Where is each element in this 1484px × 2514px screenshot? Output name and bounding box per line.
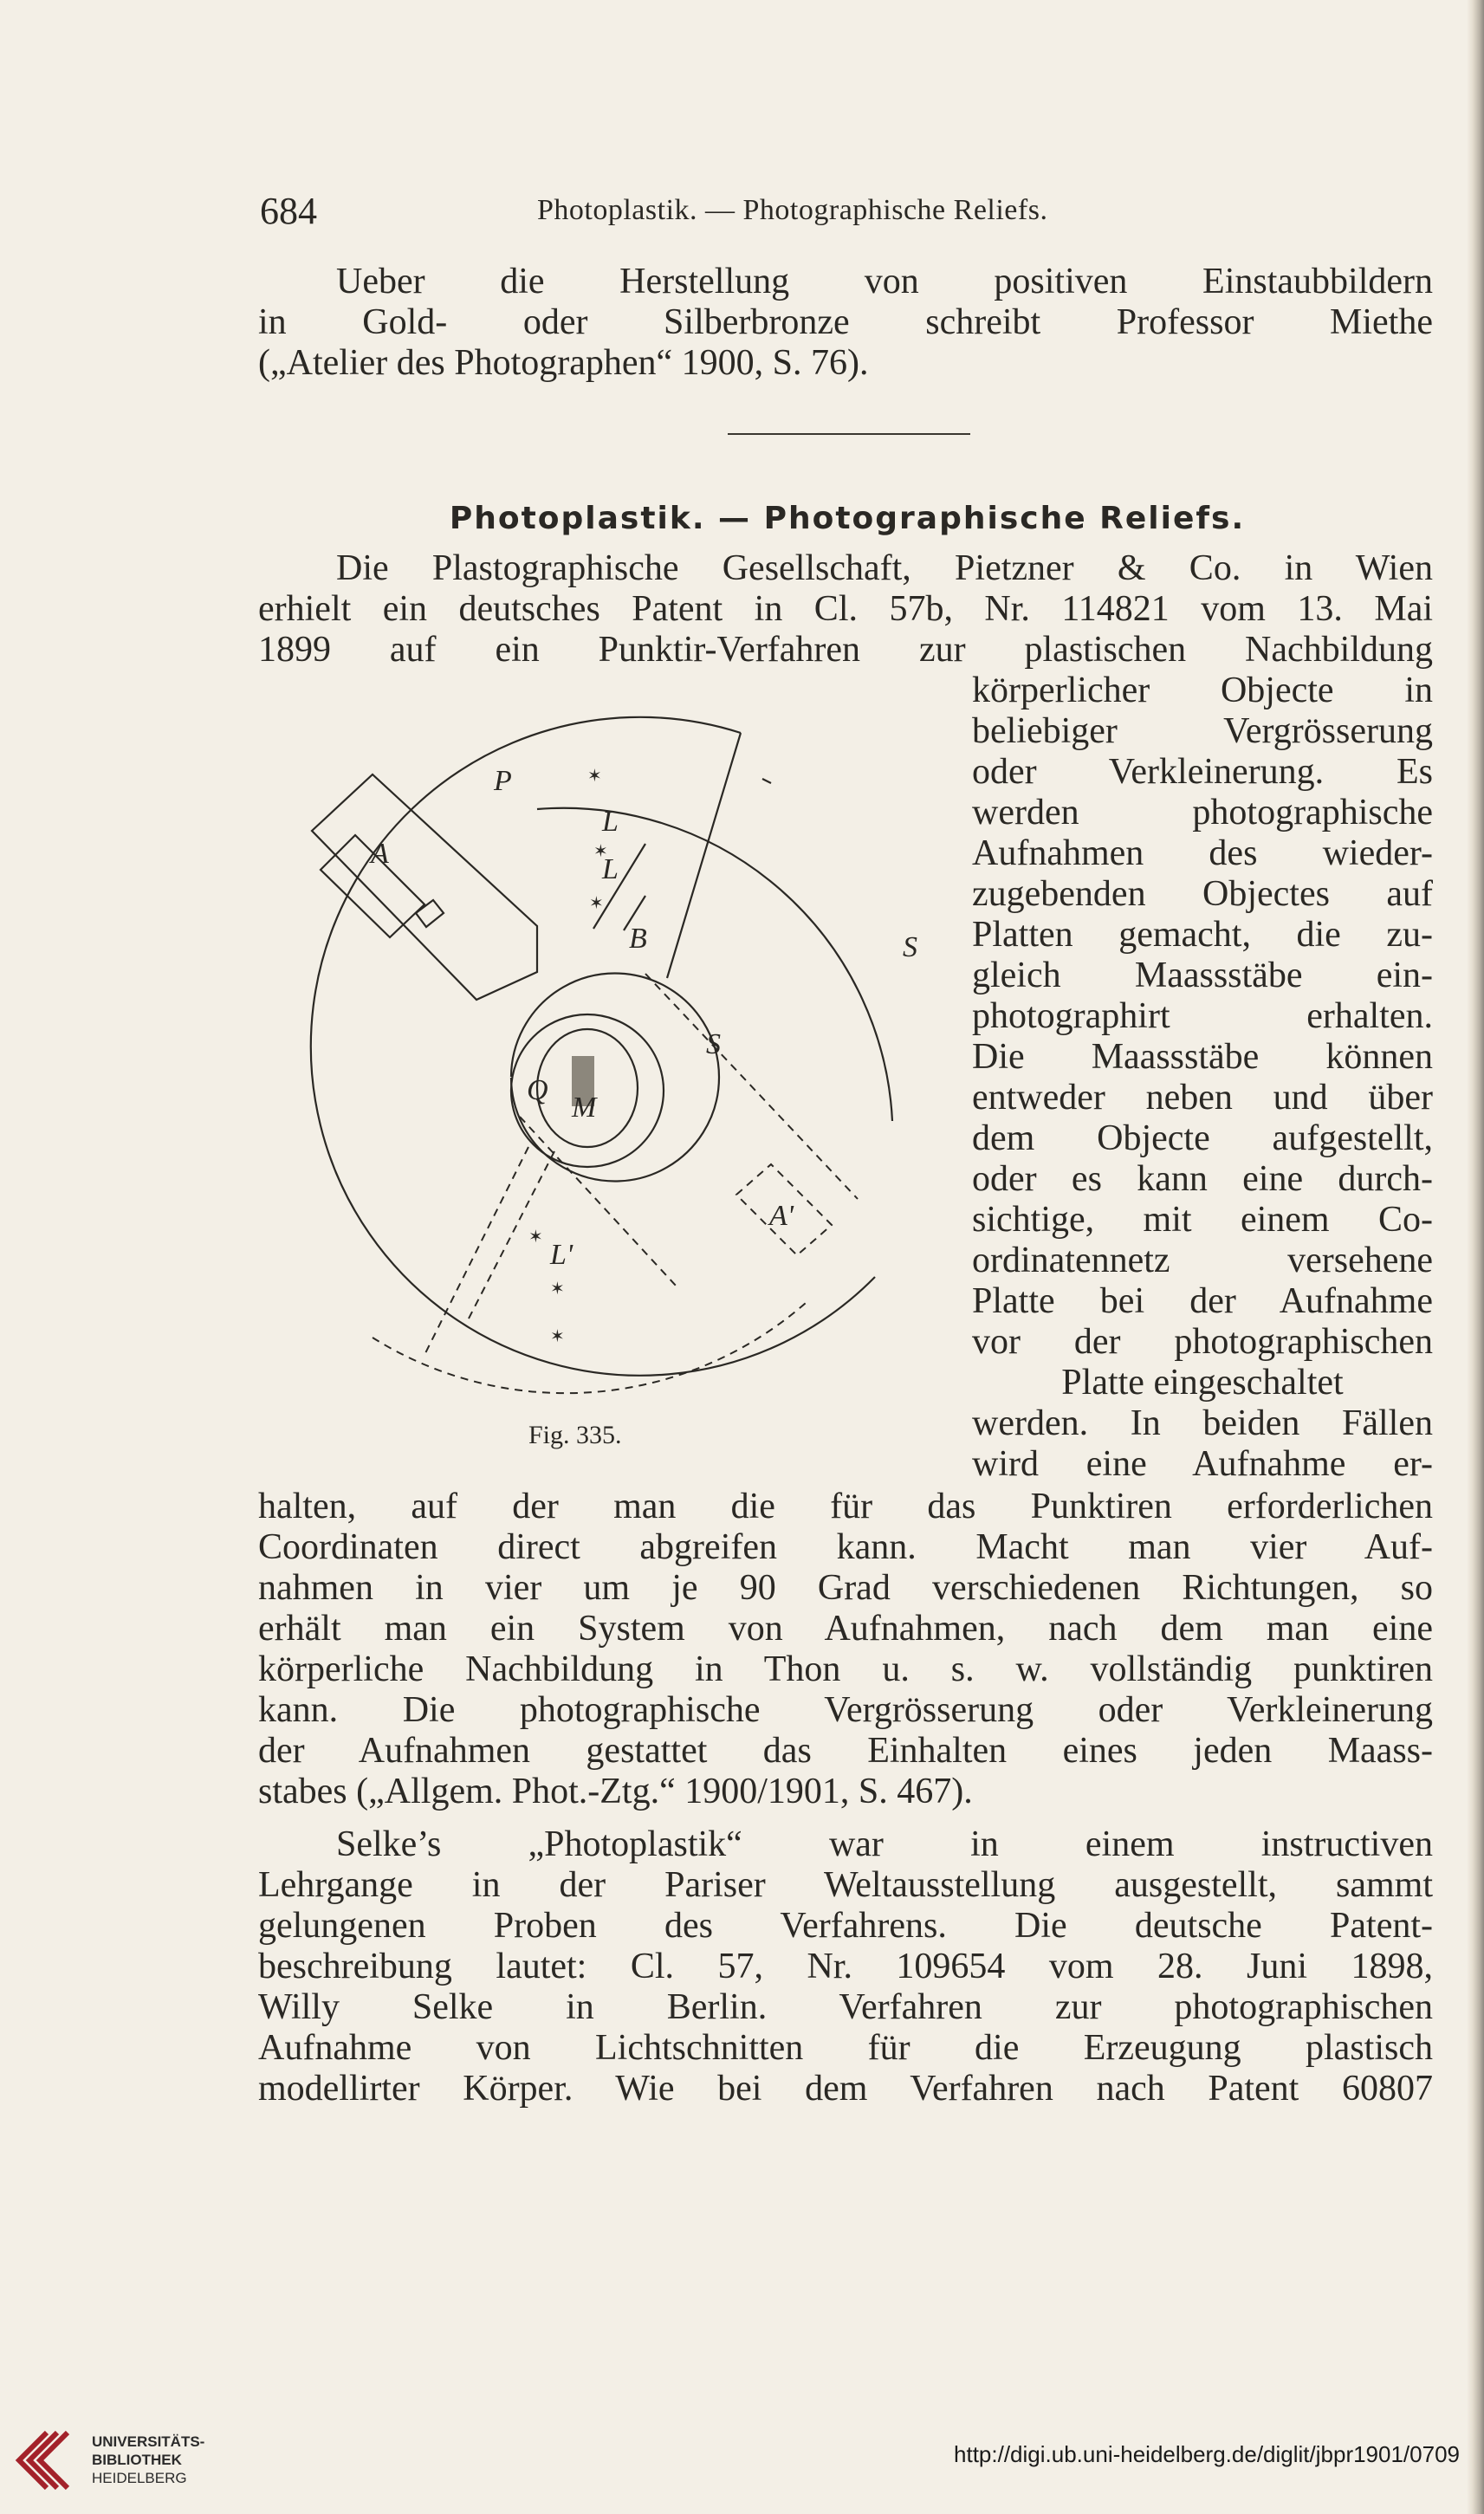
library-name-line: UNIVERSITÄTS-: [92, 2433, 205, 2450]
text-line: beliebiger Vergrösserung: [972, 711, 1433, 751]
source-url-link[interactable]: http://digi.ub.uni-heidelberg.de/diglit/jbpr1901/0709: [954, 2441, 1460, 2467]
star-mark: ✶: [587, 765, 602, 786]
intro-paragraph: [258, 262, 1433, 384]
section-divider: [728, 433, 970, 435]
text-line: sichtige, mit einem Co-: [972, 1200, 1433, 1240]
text-line: entweder neben und über: [972, 1078, 1433, 1118]
label-l-lower: L: [602, 853, 619, 885]
text-line: Platten gemacht, die zu-: [972, 915, 1433, 955]
text-line: 1899 auf ein Punktir-Verfahren zur plastischen Nachbildung: [258, 630, 1433, 670]
label-a-prime: A': [769, 1200, 794, 1232]
text-line: dem Objecte aufgestellt,: [972, 1118, 1433, 1158]
text-line: kann. Die photographische Vergrösserung oder Verkleinerung: [258, 1690, 1433, 1730]
star-mark: ✶: [550, 1325, 565, 1346]
text-line: photographirt erhalten.: [972, 996, 1433, 1036]
text-line: Platte bei der Aufnahme: [972, 1281, 1433, 1321]
figure-caption: Fig. 335.: [528, 1421, 622, 1449]
text-line: Die Maassstäbe können: [972, 1037, 1433, 1077]
text-line: ordinatennetz versehene: [972, 1241, 1433, 1280]
text-line: erhält man ein System von Aufnahmen, nach dem man eine: [258, 1609, 1433, 1649]
dashed-sector-lower: [373, 1303, 806, 1393]
text-line: modellirter Körper. Wie bei dem Verfahren nach Patent 60807: [258, 2069, 1433, 2109]
dashed-radius-3: [424, 1147, 528, 1355]
text-line: stabes („Allgem. Phot.-Ztg.“ 1900/1901, S. 467).: [258, 1772, 973, 1811]
outer-disc-arc: [311, 717, 875, 1376]
text-line: nahmen in vier um je 90 Grad verschiedenen Richtungen, so: [258, 1568, 1433, 1608]
text-line: wird eine Aufnahme er-: [972, 1444, 1433, 1484]
text-line: zugebenden Objectes auf: [972, 874, 1433, 914]
library-emblem-icon: [12, 2426, 81, 2498]
text-line: werden photographische: [972, 793, 1433, 833]
text-line: Ueber die Herstellung von positiven Einstaubbildern: [336, 262, 1433, 301]
text-line: körperlicher Objecte in: [972, 671, 1433, 710]
star-mark: ✶: [593, 840, 608, 861]
text-line: erhielt ein deutsches Patent in Cl. 57b, Nr. 114821 vom 13. Mai: [258, 589, 1433, 629]
library-name-line: HEIDELBERG: [92, 2470, 187, 2486]
label-l-upper: L: [602, 806, 619, 838]
page-edge-shadow: [1467, 0, 1484, 2514]
text-line: gelungenen Proben des Verfahrens. Die deutsche Patent-: [258, 1906, 1433, 1946]
star-mark: ✶: [550, 1278, 565, 1299]
page-header: [260, 189, 1421, 234]
page-number: 684: [260, 190, 317, 232]
text-line: Lehrgange in der Pariser Weltausstellung ausgestellt, sammt: [258, 1865, 1433, 1905]
text-line: körperliche Nachbildung in Thon u. s. w. vollständig punktiren: [258, 1649, 1433, 1689]
paragraph-selke: [258, 1824, 1433, 2109]
plate-frame: [312, 774, 537, 1000]
paragraph-pietzner-side: [972, 671, 1433, 1485]
dashed-radius-1: [520, 1117, 676, 1286]
text-line: gleich Maassstäbe ein-: [972, 956, 1433, 995]
text-line: halten, auf der man die für das Punktiren erforderlichen: [258, 1487, 1433, 1526]
label-l-prime: L': [550, 1239, 574, 1271]
text-line: vor der photographischen: [972, 1322, 1433, 1362]
label-b: B: [629, 923, 647, 955]
library-name-line: BIBLIOTHEK: [92, 2452, 182, 2468]
library-name: [92, 2433, 204, 2487]
label-a: A: [371, 838, 389, 870]
dashed-radius-2: [645, 974, 858, 1199]
text-line: oder Verkleinerung. Es: [972, 752, 1433, 792]
figure-335-diagram: [251, 714, 944, 1459]
text-line: Aufnahme von Lichtschnitten für die Erzeugung plastisch: [258, 2028, 1433, 2068]
camera-a-lens: [416, 900, 444, 927]
text-line: („Atelier des Photographen“ 1900, S. 76).: [258, 343, 869, 383]
label-q: Q: [527, 1074, 548, 1106]
label-s-inner: S: [706, 1028, 721, 1060]
text-line: Coordinaten direct abgreifen kann. Macht man vier Auf-: [258, 1527, 1433, 1567]
text-line: Selke’s „Photoplastik“ war in einem instructiven: [336, 1824, 1433, 1864]
text-line: oder es kann eine durch-: [972, 1159, 1433, 1199]
label-s-outer: S: [903, 931, 917, 963]
text-line: in Gold- oder Silberbronze schreibt Professor Miethe: [258, 302, 1433, 342]
section-title: Photoplastik. — Photographische Reliefs.: [449, 501, 1246, 536]
text-line: Aufnahmen des wieder-: [972, 833, 1433, 873]
paragraph-pietzner-top: [258, 548, 1433, 671]
star-mark: ✶: [589, 892, 604, 913]
text-line: werden. In beiden Fällen: [972, 1403, 1433, 1443]
text-line: Willy Selke in Berlin. Verfahren zur photographischen: [258, 1987, 1433, 2027]
label-m: M: [572, 1092, 597, 1124]
outer-disc-right-edge: [667, 733, 771, 978]
text-line: Platte eingeschaltet: [1061, 1363, 1344, 1403]
text-line: der Aufnahmen gestattet das Einhalten eines jeden Maass-: [258, 1731, 1433, 1771]
text-line: beschreibung lautet: Cl. 57, Nr. 109654 vom 28. Juni 1898,: [258, 1947, 1433, 1986]
text-line: Die Plastographische Gesellschaft, Pietzner & Co. in Wien: [336, 548, 1433, 588]
label-p: P: [494, 765, 512, 797]
running-title: Photoplastik. — Photographische Reliefs.: [537, 194, 1048, 226]
star-mark: ✶: [528, 1226, 543, 1247]
paragraph-pietzner-end: [258, 1487, 1433, 1812]
library-logo[interactable]: [12, 2426, 272, 2504]
